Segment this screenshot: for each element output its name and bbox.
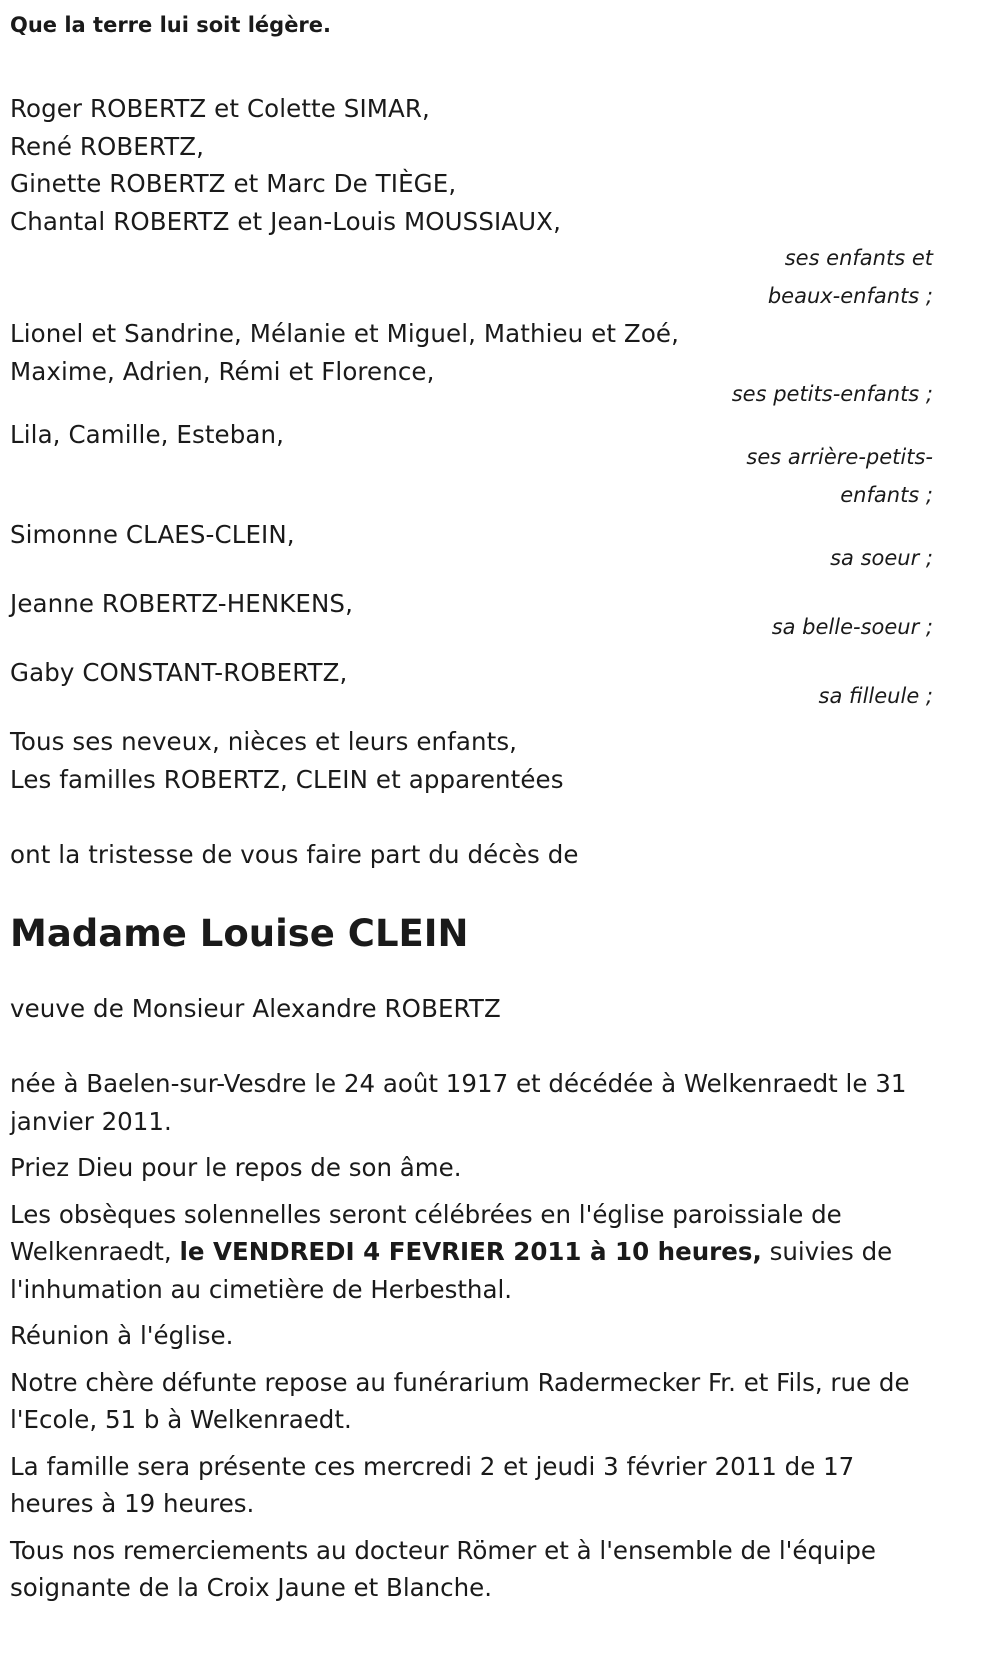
family-line: Ginette ROBERTZ et Marc De TIÈGE,: [10, 169, 457, 198]
family-line: Roger ROBERTZ et Colette SIMAR,: [10, 94, 430, 123]
funeral-text-before: Les obsèques solennelles seront célébrées en l'église paroissiale de Welkenraedt,: [10, 1199, 842, 1266]
rests-at-text: Notre chère défunte repose au funérarium Radermecker Fr. et Fils, rue de l'Ecole, 51 b à Welkenraedt.: [10, 1367, 910, 1434]
thanks-text: Tous nos remerciements au docteur Römer et à l'ensemble de l'équipe soignante de la Croix Jaune et Blanche.: [10, 1535, 876, 1602]
meeting-text: Réunion à l'église.: [10, 1321, 234, 1350]
family-line: Chantal ROBERTZ et Jean-Louis MOUSSIAUX,: [10, 206, 561, 236]
family-line: Jeanne ROBERTZ-HENKENS,: [10, 589, 353, 618]
goddaughter-group: [10, 654, 935, 715]
children-group: [10, 90, 935, 315]
family-line: Les familles ROBERTZ, CLEIN et apparentées: [10, 764, 564, 794]
grandchildren-group: [10, 315, 935, 414]
relation-label: ses arrière-petits-: [746, 445, 933, 469]
family-line: René ROBERTZ,: [10, 131, 205, 161]
announcement-text: ont la tristesse de vous faire part du décès de: [10, 840, 579, 869]
family-line: Gaby CONSTANT-ROBERTZ,: [10, 658, 348, 687]
prayer-text: Priez Dieu pour le repos de son âme.: [10, 1153, 462, 1182]
widow-of-text: veuve de Monsieur Alexandre ROBERTZ: [10, 993, 501, 1023]
birth-death-text: née à Baelen-sur-Vesdre le 24 août 1917 et décédée à Welkenraedt le 31 janvier 2011.: [10, 1069, 907, 1136]
sister-in-law-group: [10, 585, 935, 646]
epigraph: Que la terre lui soit légère.: [10, 13, 332, 37]
family-line: Lionel et Sandrine, Mélanie et Miguel, Mathieu et Zoé,: [10, 319, 679, 348]
relation-label: enfants ;: [840, 482, 933, 507]
relation-label: sa belle-soeur ;: [771, 614, 933, 639]
relation-label: ses petits-enfants ;: [731, 382, 933, 406]
family-presence-text: La famille sera présente ces mercredi 2 et jeudi 3 février 2011 de 17 heures à 19 heures.: [10, 1451, 855, 1518]
great-grandchildren-group: [10, 416, 935, 515]
obituary-notice: [10, 0, 935, 1607]
relation-label: beaux-enfants ;: [767, 283, 933, 308]
relation-label: ses enfants et: [784, 246, 933, 270]
other-relatives-group: [10, 723, 935, 798]
sister-group: [10, 516, 935, 577]
relation-label: sa filleule ;: [818, 683, 933, 708]
funeral-text-after: suivies de l'inhumation au cimetière de Herbesthal.: [10, 1237, 893, 1304]
family-line: Lila, Camille, Esteban,: [10, 419, 285, 449]
family-line: Tous ses neveux, nièces et leurs enfants,: [10, 727, 518, 756]
funeral-text: [10, 1196, 935, 1309]
relation-label: sa soeur ;: [830, 545, 933, 570]
funeral-date: le VENDREDI 4 FEVRIER 2011 à 10 heures,: [179, 1237, 762, 1266]
family-line: Maxime, Adrien, Rémi et Florence,: [10, 356, 435, 386]
family-line: Simonne CLAES-CLEIN,: [10, 520, 295, 549]
deceased-name: Madame Louise CLEIN: [10, 911, 469, 955]
